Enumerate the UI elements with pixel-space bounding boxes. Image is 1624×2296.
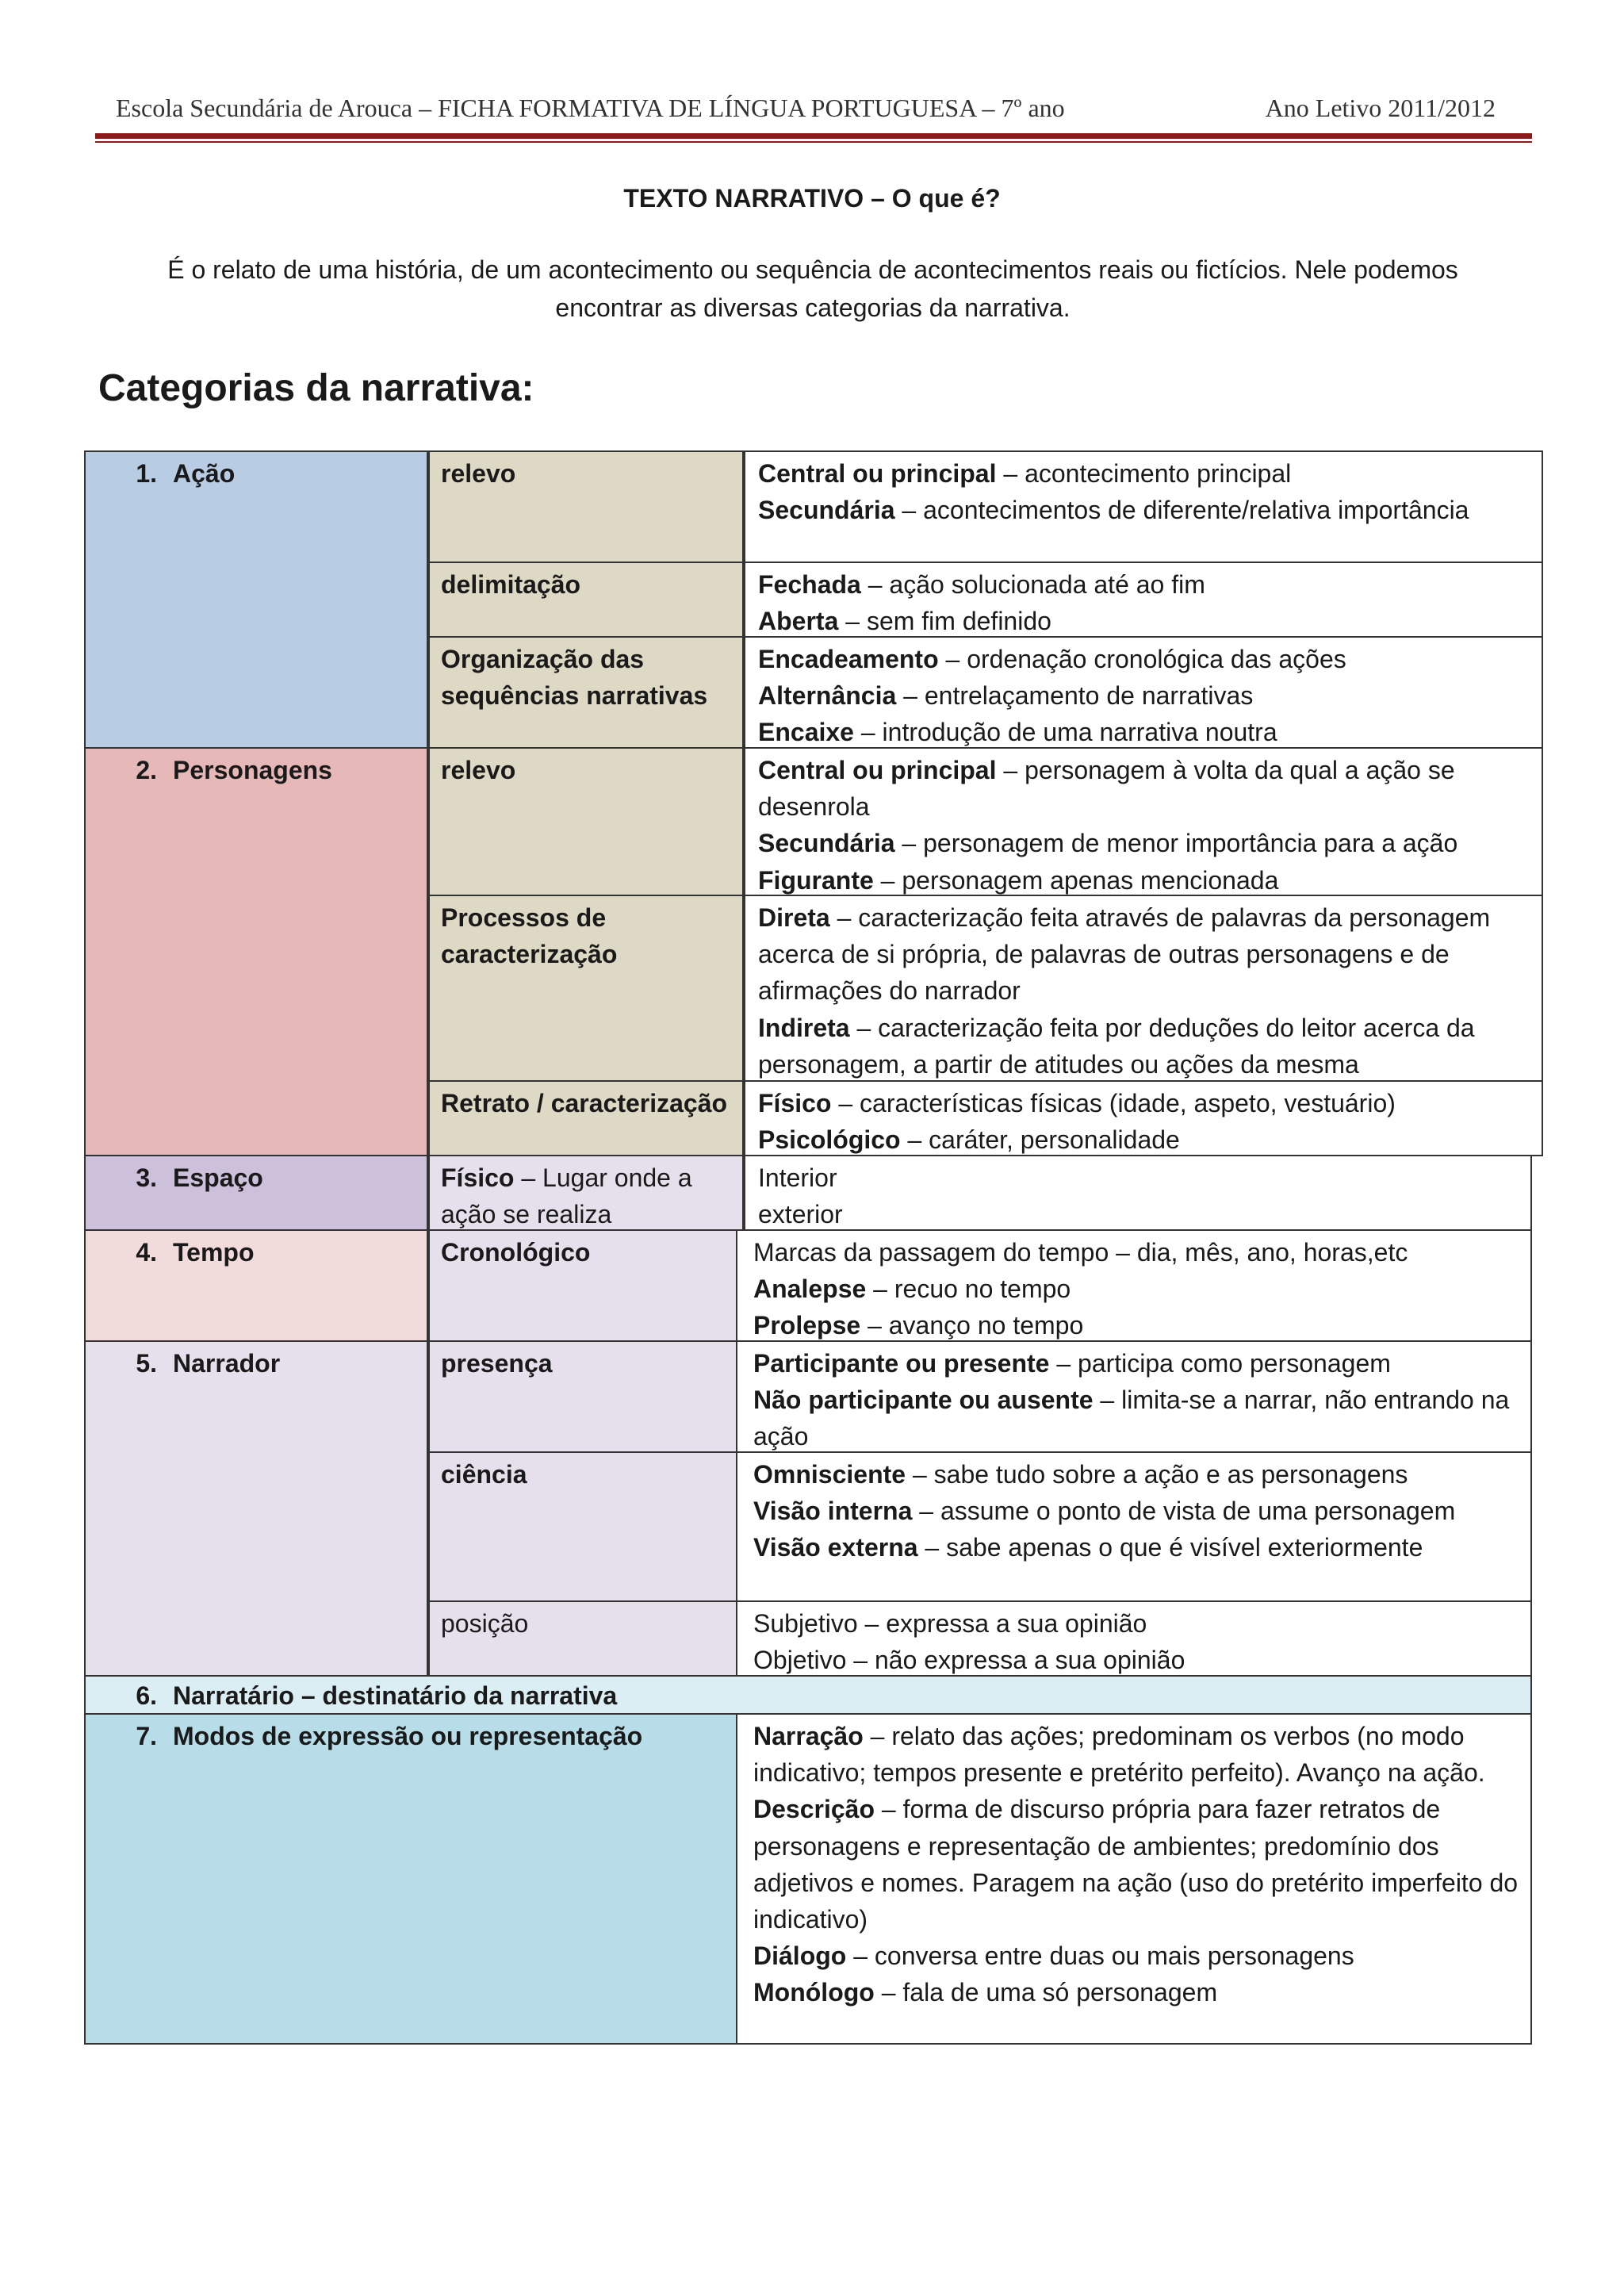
personagens-processos-label: Processos de caracterização [428,895,744,1082]
definition: – Lugar onde a ação se realiza [441,1163,692,1229]
definition: – forma de discurso própria para fazer retratos de personagens e representação de ambientes; predomínio dos adjetivos e nomes. Paragem na ação (uso do pretérito imperfeito do indicativo) [753,1795,1519,1934]
term: Narração [753,1722,864,1750]
term: Diálogo [753,1941,847,1971]
personagens-retrato-details [744,1080,1543,1156]
definition: – caráter, personalidade [900,1125,1180,1155]
category-number: 1. [136,459,157,488]
term: Visão externa [753,1533,918,1562]
term: Secundária [758,829,895,858]
definition: – caracterização feita através de palavras da personagem acerca de si própria, de palavras de outras personagens e de afirmações do narrador [758,903,1491,1006]
definition: – entrelaçamento de narrativas [896,681,1254,711]
category-number: 2. [136,756,157,784]
term: Figurante [758,865,874,895]
header-rule [95,133,1532,139]
definition: – acontecimento principal [996,459,1292,488]
definition: – características físicas (idade, aspeto, vestuário) [831,1089,1396,1117]
category-number: 7. [136,1722,157,1750]
term: Alternância [758,681,897,711]
category-tempo [84,1229,428,1342]
personagens-relevo-label: relevo [428,747,744,896]
personagens-relevo-details [744,747,1543,896]
category-label: Modos de expressão ou representação [173,1722,643,1750]
acao-delimitacao-label: delimitação [428,562,744,638]
term: Participante ou presente [753,1349,1050,1378]
term: Fechada [758,570,861,599]
category-label: Tempo [173,1238,255,1267]
narrador-ciencia-details [736,1451,1532,1602]
category-acao [84,450,428,749]
definition: – avanço no tempo [860,1311,1084,1340]
category-modos [84,1713,737,2045]
term: Psicológico [758,1125,901,1155]
definition: – assume o ponto de vista de uma personagem [912,1497,1456,1526]
definition: – acontecimentos de diferente/relativa importância [894,496,1469,525]
term: Físico [758,1089,832,1117]
acao-relevo-details [744,450,1543,563]
term: Omnisciente [753,1460,906,1489]
term: Direta [758,903,830,932]
category-label: Personagens [173,756,332,784]
header-year: Ano Letivo 2011/2012 [1265,94,1496,122]
modos-details [736,1713,1532,2045]
definition: – relato das ações; predominam os verbos (no modo indicativo; tempos presente e pretérito perfeito). Avanço na ação. [753,1722,1485,1788]
definition: – fala de uma só personagem [874,1978,1218,2007]
definition: – caracterização feita por deduções do leitor acerca da personagem, a partir de atitudes ou ações da mesma [758,1013,1475,1079]
marcas-text: Marcas da passagem do tempo – dia, mês, ano, horas,etc [753,1238,1408,1267]
term: Central ou principal [758,459,997,488]
term: Monólogo [753,1978,875,2007]
acao-organizacao-label: Organização das sequências narrativas [428,636,744,749]
definition: – conversa entre duas ou mais personagens [846,1941,1354,1971]
exterior-text: exterior [758,1200,843,1229]
header-rule-thin [95,141,1532,143]
category-personagens [84,747,428,1156]
term: Central ou principal [758,756,997,784]
term: Descrição [753,1795,875,1824]
personagens-retrato-label: Retrato / caracterização [428,1080,744,1156]
header-school: Escola Secundária de Arouca – FICHA FORMATIVA DE LÍNGUA PORTUGUESA – 7º ano [116,94,1065,122]
definition: – sabe apenas o que é visível exteriormente [917,1533,1423,1562]
category-label: Narrador [173,1349,281,1378]
term: Analepse [753,1274,867,1304]
section-title: Categorias da narrativa: [98,367,534,409]
acao-relevo-label: relevo [428,450,744,563]
definition: – personagem apenas mencionada [873,865,1279,895]
category-espaco [84,1155,428,1231]
objetivo-text: Objetivo – não expressa a sua opinião [753,1646,1185,1675]
intro-line-2: encontrar as diversas categorias da narrativa. [555,293,1071,322]
category-number: 4. [136,1238,157,1267]
definition: – sabe tudo sobre a ação e as personagens [906,1460,1408,1489]
term: Visão interna [753,1497,913,1526]
narrador-presenca-details [736,1340,1532,1453]
category-label: Espaço [173,1163,263,1192]
category-narrador [84,1340,428,1677]
narrador-posicao-details [736,1600,1532,1677]
category-number: 6. [136,1681,157,1710]
page-title: TEXTO NARRATIVO – O que é? [623,184,1001,213]
category-number: 3. [136,1163,157,1192]
term: Físico [441,1163,515,1192]
tempo-details [736,1229,1532,1342]
espaco-details [744,1155,1532,1231]
intro-paragraph [103,251,1522,327]
narrador-ciencia-label: ciência [428,1451,737,1602]
intro-line-1: É o relato de uma história, de um acontecimento ou sequência de acontecimentos reais ou fictícios. Nele podemos [167,255,1458,284]
definition: – personagem de menor importância para a ação [894,829,1458,858]
definition: – recuo no tempo [866,1274,1071,1304]
narrador-posicao-label: posição [428,1600,737,1677]
definition: – ação solucionada até ao fim [860,570,1205,599]
term: Aberta [758,607,839,636]
definition: – ordenação cronológica das ações [938,645,1346,673]
term: Secundária [758,496,895,525]
definition: – introdução de uma narrativa noutra [853,718,1277,747]
category-label: Ação [173,459,236,488]
category-number: 5. [136,1349,157,1378]
term: Prolepse [753,1311,861,1340]
term: Indireta [758,1013,850,1042]
category-narratario [84,1675,1532,1715]
tempo-cronologico-label: Cronológico [428,1229,737,1342]
espaco-fisico-label [428,1155,744,1231]
category-label: Narratário – destinatário da narrativa [173,1681,618,1710]
term: Encadeamento [758,645,939,673]
definition: – limita-se a narrar, não entrando na ação [753,1386,1510,1451]
term: Não participante ou ausente [753,1386,1094,1415]
personagens-processos-details [744,895,1543,1082]
narrador-presenca-label: presença [428,1340,737,1453]
definition: – participa como personagem [1049,1349,1391,1378]
acao-organizacao-details [744,636,1543,749]
definition: – personagem à volta da qual a ação se desenrola [758,756,1455,822]
subjetivo-text: Subjetivo – expressa a sua opinião [753,1609,1147,1638]
acao-delimitacao-details [744,562,1543,638]
term: Encaixe [758,718,854,747]
definition: – sem fim definido [838,607,1051,636]
interior-text: Interior [758,1163,837,1192]
